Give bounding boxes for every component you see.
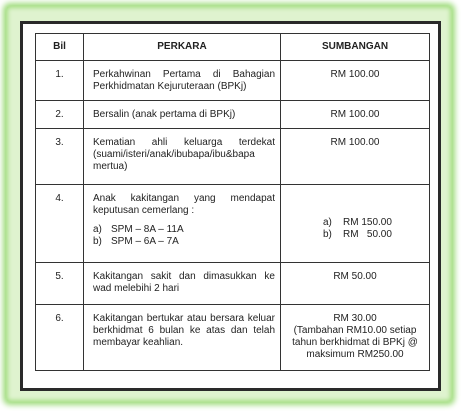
table-row — [36, 305, 430, 371]
header-perkara: PERKARA — [84, 34, 281, 61]
header-bil: Bil — [36, 34, 84, 61]
row-sumbangan-group — [281, 185, 430, 263]
row-bil: 4. — [36, 185, 84, 263]
table-header-row — [36, 34, 430, 61]
row-sumbangan: RM 100.00 — [281, 61, 430, 101]
row-bil: 2. — [36, 101, 84, 129]
table-row — [36, 61, 430, 101]
contribution-table — [35, 33, 430, 371]
sub-amount — [281, 229, 429, 241]
table-row — [36, 263, 430, 305]
header-sumbangan: SUMBANGAN — [281, 34, 430, 61]
table-row — [36, 101, 430, 129]
row-perkara: Bersalin (anak pertama di BPKj) — [84, 101, 281, 129]
table-row — [36, 185, 430, 263]
row-perkara: Anak kakitangan yang mendapat keputusan cemerlang : — [93, 193, 275, 216]
sub-item-text: SPM – 6A – 7A — [111, 236, 179, 247]
sub-amount-label: b) — [323, 229, 332, 240]
row-sumbangan: RM 50.00 — [281, 263, 430, 305]
sub-amount-value: RM 50.00 — [343, 229, 392, 240]
document-panel — [20, 21, 441, 391]
row-perkara-group — [84, 185, 281, 263]
row-perkara: Kakitangan bertukar atau bersara keluar berkhidmat 6 bulan ke atas dan telah membayar keahlian. — [84, 305, 281, 371]
sub-item — [93, 224, 275, 236]
sub-item — [93, 236, 275, 248]
sub-amount — [281, 217, 429, 229]
row-sumbangan-note: (Tambahan RM10.00 setiap tahun berkhidmat di BPKj @ maksimum RM250.00 — [292, 325, 418, 360]
sub-amount-value: RM 150.00 — [343, 217, 392, 228]
row-sumbangan: RM 30.00 — [333, 313, 377, 324]
sub-amount-label: a) — [323, 217, 332, 228]
row-sumbangan: RM 100.00 — [281, 101, 430, 129]
row-bil: 3. — [36, 129, 84, 185]
sub-item-text: SPM – 8A – 11A — [111, 224, 184, 235]
row-bil: 5. — [36, 263, 84, 305]
row-perkara: Kematian ahli keluarga terdekat (suami/isteri/anak/ibubapa/ibu&bapa mertua) — [84, 129, 281, 185]
table-row — [36, 129, 430, 185]
row-perkara: Perkahwinan Pertama di Bahagian Perkhidmatan Kejuruteraan (BPKj) — [84, 61, 281, 101]
sub-item-label: a) — [93, 224, 102, 235]
row-bil: 1. — [36, 61, 84, 101]
row-sumbangan-group — [281, 305, 430, 371]
row-bil: 6. — [36, 305, 84, 371]
row-perkara: Kakitangan sakit dan dimasukkan ke wad melebihi 2 hari — [84, 263, 281, 305]
sub-item-label: b) — [93, 236, 102, 247]
row-sumbangan: RM 100.00 — [281, 129, 430, 185]
